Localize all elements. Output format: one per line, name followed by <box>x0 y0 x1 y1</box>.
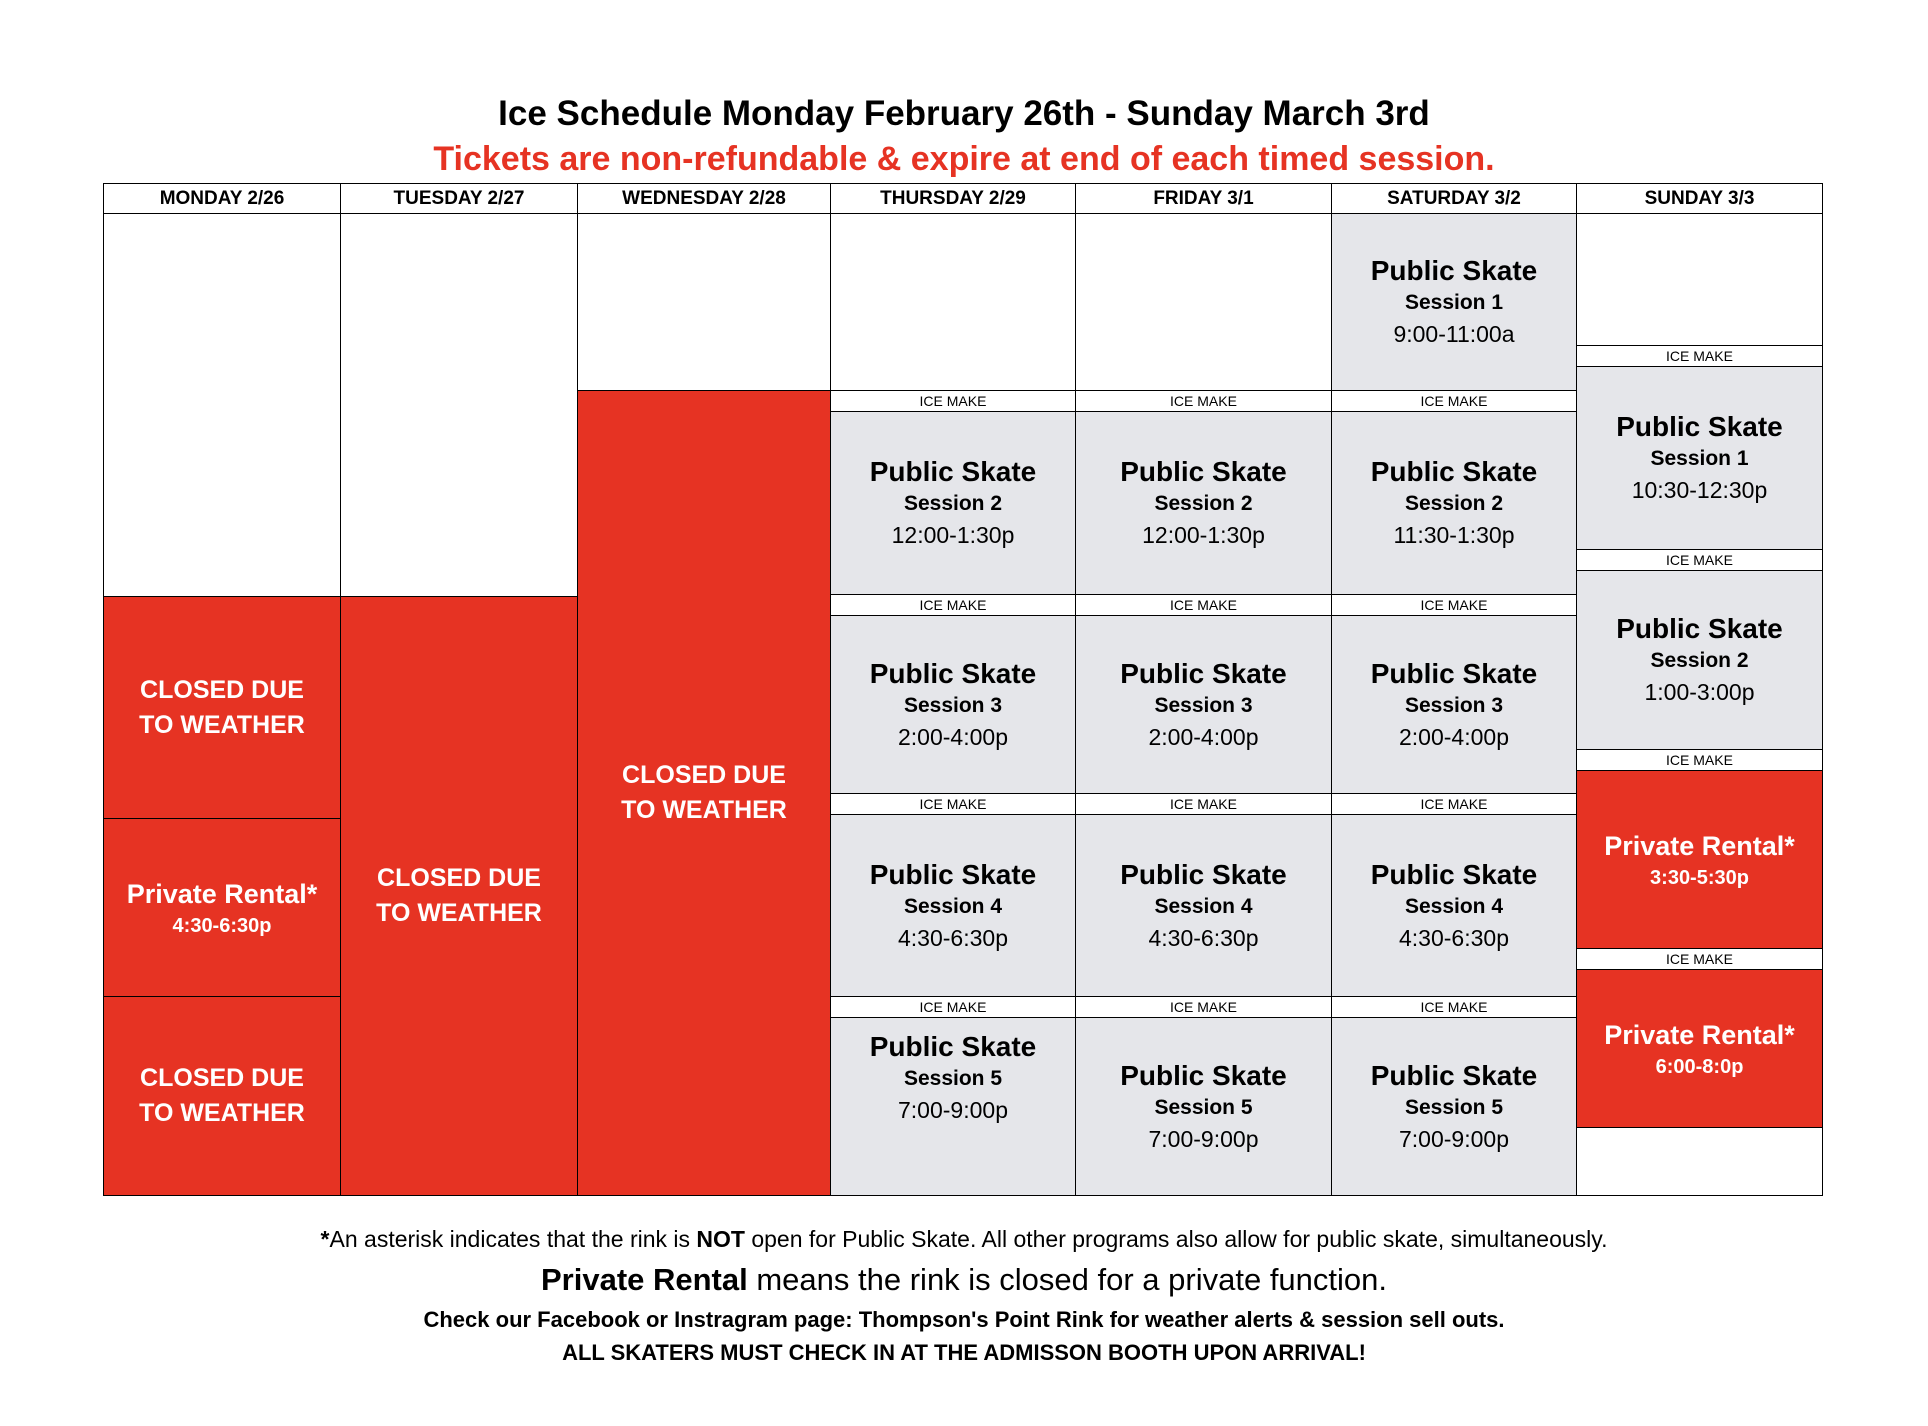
social-media-note: Check our Facebook or Instragram page: Thompson's Point Rink for weather alerts & session sell outs. <box>423 1307 1505 1332</box>
ice-make-slot: ICE MAKE <box>1577 346 1822 367</box>
session-time: 1:00-3:00p <box>1644 679 1755 705</box>
session-number: Session 2 <box>903 492 1003 515</box>
ice-make-slot: ICE MAKE <box>1076 391 1332 412</box>
session-number: Session 1 <box>1404 291 1504 314</box>
schedule-title: Ice Schedule Monday February 26th - Sunday March 3rd <box>498 94 1430 133</box>
session-number: Session 3 <box>1154 693 1253 717</box>
empty-slot <box>1577 214 1822 346</box>
public-skate-block <box>1332 1018 1577 1195</box>
session-time: 11:30-1:30p <box>1393 522 1515 548</box>
public-skate-block <box>1076 815 1332 997</box>
day-header-wednesday: WEDNESDAY 2/28 <box>578 184 831 214</box>
session-time: 4:30-6:30p <box>898 924 1008 951</box>
session-time: 2:00-4:00p <box>1399 723 1509 750</box>
private-rental-label: Private Rental* <box>126 878 318 909</box>
session-title: Public Skate <box>869 858 1037 890</box>
public-skate-block <box>1076 616 1332 794</box>
public-skate-block <box>831 412 1076 595</box>
closed-block <box>578 391 831 1195</box>
session-title: Public Skate <box>1370 858 1538 890</box>
schedule-grid <box>103 183 1823 1196</box>
ice-make-slot: ICE MAKE <box>1332 595 1577 616</box>
ice-make-slot: ICE MAKE <box>1076 997 1332 1018</box>
session-title: Public Skate <box>1370 255 1538 286</box>
session-number: Session 4 <box>1154 894 1253 918</box>
session-title: Public Skate <box>1616 613 1783 644</box>
private-rental-block <box>1577 970 1822 1128</box>
session-time: 2:00-4:00p <box>1148 723 1259 750</box>
ice-make-slot: ICE MAKE <box>831 997 1076 1018</box>
public-skate-block <box>1332 214 1577 391</box>
public-skate-block <box>1332 412 1577 595</box>
private-rental-definition: means the rink is closed for a private function. <box>747 1262 1388 1297</box>
ice-make-slot: ICE MAKE <box>1332 794 1577 815</box>
empty-slot <box>1076 214 1332 391</box>
ice-make-slot: ICE MAKE <box>831 595 1076 616</box>
session-title: Public Skate <box>1370 1059 1538 1091</box>
ice-make-slot: ICE MAKE <box>1577 550 1822 571</box>
session-number: Session 2 <box>1154 492 1253 515</box>
closed-block <box>104 597 341 819</box>
private-rental-block <box>1577 771 1822 949</box>
session-title: Public Skate <box>1370 657 1538 689</box>
private-rental-label: Private Rental* <box>1604 830 1795 861</box>
empty-slot <box>341 214 578 597</box>
rental-time: 3:30-5:30p <box>1650 866 1749 889</box>
closed-label: CLOSED DUE TO WEATHER <box>139 1064 305 1127</box>
check-in-note: ALL SKATERS MUST CHECK IN AT THE ADMISSON BOOTH UPON ARRIVAL! <box>562 1340 1366 1365</box>
ice-make-slot: ICE MAKE <box>1076 595 1332 616</box>
day-header-saturday: SATURDAY 3/2 <box>1332 184 1577 214</box>
session-title: Public Skate <box>869 456 1037 487</box>
session-time: 7:00-9:00p <box>1148 1125 1259 1152</box>
session-title: Public Skate <box>869 657 1037 689</box>
session-title: Public Skate <box>869 1031 1037 1062</box>
session-number: Session 5 <box>1404 1095 1504 1119</box>
public-skate-block <box>1577 571 1822 750</box>
rental-time: 6:00-8:0p <box>1655 1055 1744 1078</box>
session-number: Session 4 <box>903 894 1003 918</box>
ice-make-slot: ICE MAKE <box>831 794 1076 815</box>
public-skate-block <box>1076 412 1332 595</box>
day-header-thursday: THURSDAY 2/29 <box>831 184 1076 214</box>
session-time: 7:00-9:00p <box>1399 1125 1509 1152</box>
closed-label: CLOSED DUE TO WEATHER <box>376 864 542 927</box>
session-time: 10:30-12:30p <box>1631 477 1768 503</box>
empty-slot <box>104 214 341 597</box>
public-skate-block <box>1076 1018 1332 1195</box>
session-time: 4:30-6:30p <box>1148 924 1259 951</box>
session-time: 12:00-1:30p <box>1142 522 1265 548</box>
session-time: 2:00-4:00p <box>898 723 1008 750</box>
session-number: Session 3 <box>903 693 1003 717</box>
session-title: Public Skate <box>1120 858 1287 890</box>
public-skate-block <box>831 616 1076 794</box>
day-header-friday: FRIDAY 3/1 <box>1076 184 1332 214</box>
closed-block <box>104 997 341 1195</box>
closed-block <box>341 597 578 1195</box>
asterisk-mark: * <box>320 1226 330 1252</box>
closed-label: CLOSED DUE TO WEATHER <box>621 761 787 824</box>
session-title: Public Skate <box>1120 657 1287 689</box>
session-number: Session 5 <box>903 1067 1003 1090</box>
session-number: Session 1 <box>1650 447 1749 470</box>
session-title: Public Skate <box>1616 411 1783 442</box>
session-number: Session 4 <box>1404 894 1504 918</box>
asterisk-note-text-end: open for Public Skate. All other programs also allow for public skate, simultaneously. <box>744 1226 1608 1252</box>
day-header-tuesday: TUESDAY 2/27 <box>341 184 578 214</box>
asterisk-note-text: An asterisk indicates that the rink is <box>329 1226 697 1252</box>
closed-label: CLOSED DUE TO WEATHER <box>139 675 305 739</box>
refund-notice: Tickets are non-refundable & expire at end of each timed session. <box>433 140 1495 178</box>
ice-make-slot: ICE MAKE <box>1076 794 1332 815</box>
public-skate-block <box>1332 616 1577 794</box>
session-time: 7:00-9:00p <box>898 1097 1008 1123</box>
session-time: 12:00-1:30p <box>891 522 1015 548</box>
ice-make-slot: ICE MAKE <box>1577 949 1822 970</box>
rental-time: 4:30-6:30p <box>172 914 272 937</box>
private-rental-term: Private Rental <box>540 1262 748 1297</box>
public-skate-block <box>1577 367 1822 550</box>
ice-make-slot: ICE MAKE <box>1577 750 1822 771</box>
session-number: Session 2 <box>1650 649 1749 672</box>
session-title: Public Skate <box>1370 456 1538 487</box>
session-title: Public Skate <box>1120 456 1287 487</box>
ice-make-slot: ICE MAKE <box>1332 391 1577 412</box>
empty-slot <box>1577 1128 1822 1195</box>
asterisk-note <box>0 1226 1928 1253</box>
day-header-sunday: SUNDAY 3/3 <box>1577 184 1822 214</box>
session-time: 9:00-11:00a <box>1393 321 1515 347</box>
ice-make-slot: ICE MAKE <box>1332 997 1577 1018</box>
session-number: Session 5 <box>1154 1095 1253 1119</box>
not-emphasis: NOT <box>696 1226 745 1252</box>
private-rental-block <box>104 819 341 997</box>
public-skate-block <box>831 815 1076 997</box>
day-header-monday: MONDAY 2/26 <box>104 184 341 214</box>
public-skate-block <box>831 1018 1076 1195</box>
session-number: Session 3 <box>1404 693 1504 717</box>
session-number: Session 2 <box>1404 492 1504 515</box>
empty-slot <box>578 214 831 391</box>
ice-make-slot: ICE MAKE <box>831 391 1076 412</box>
private-rental-label: Private Rental* <box>1604 1019 1795 1050</box>
session-time: 4:30-6:30p <box>1399 924 1509 951</box>
session-title: Public Skate <box>1120 1059 1287 1091</box>
public-skate-block <box>1332 815 1577 997</box>
empty-slot <box>831 214 1076 391</box>
private-rental-note <box>0 1262 1928 1298</box>
